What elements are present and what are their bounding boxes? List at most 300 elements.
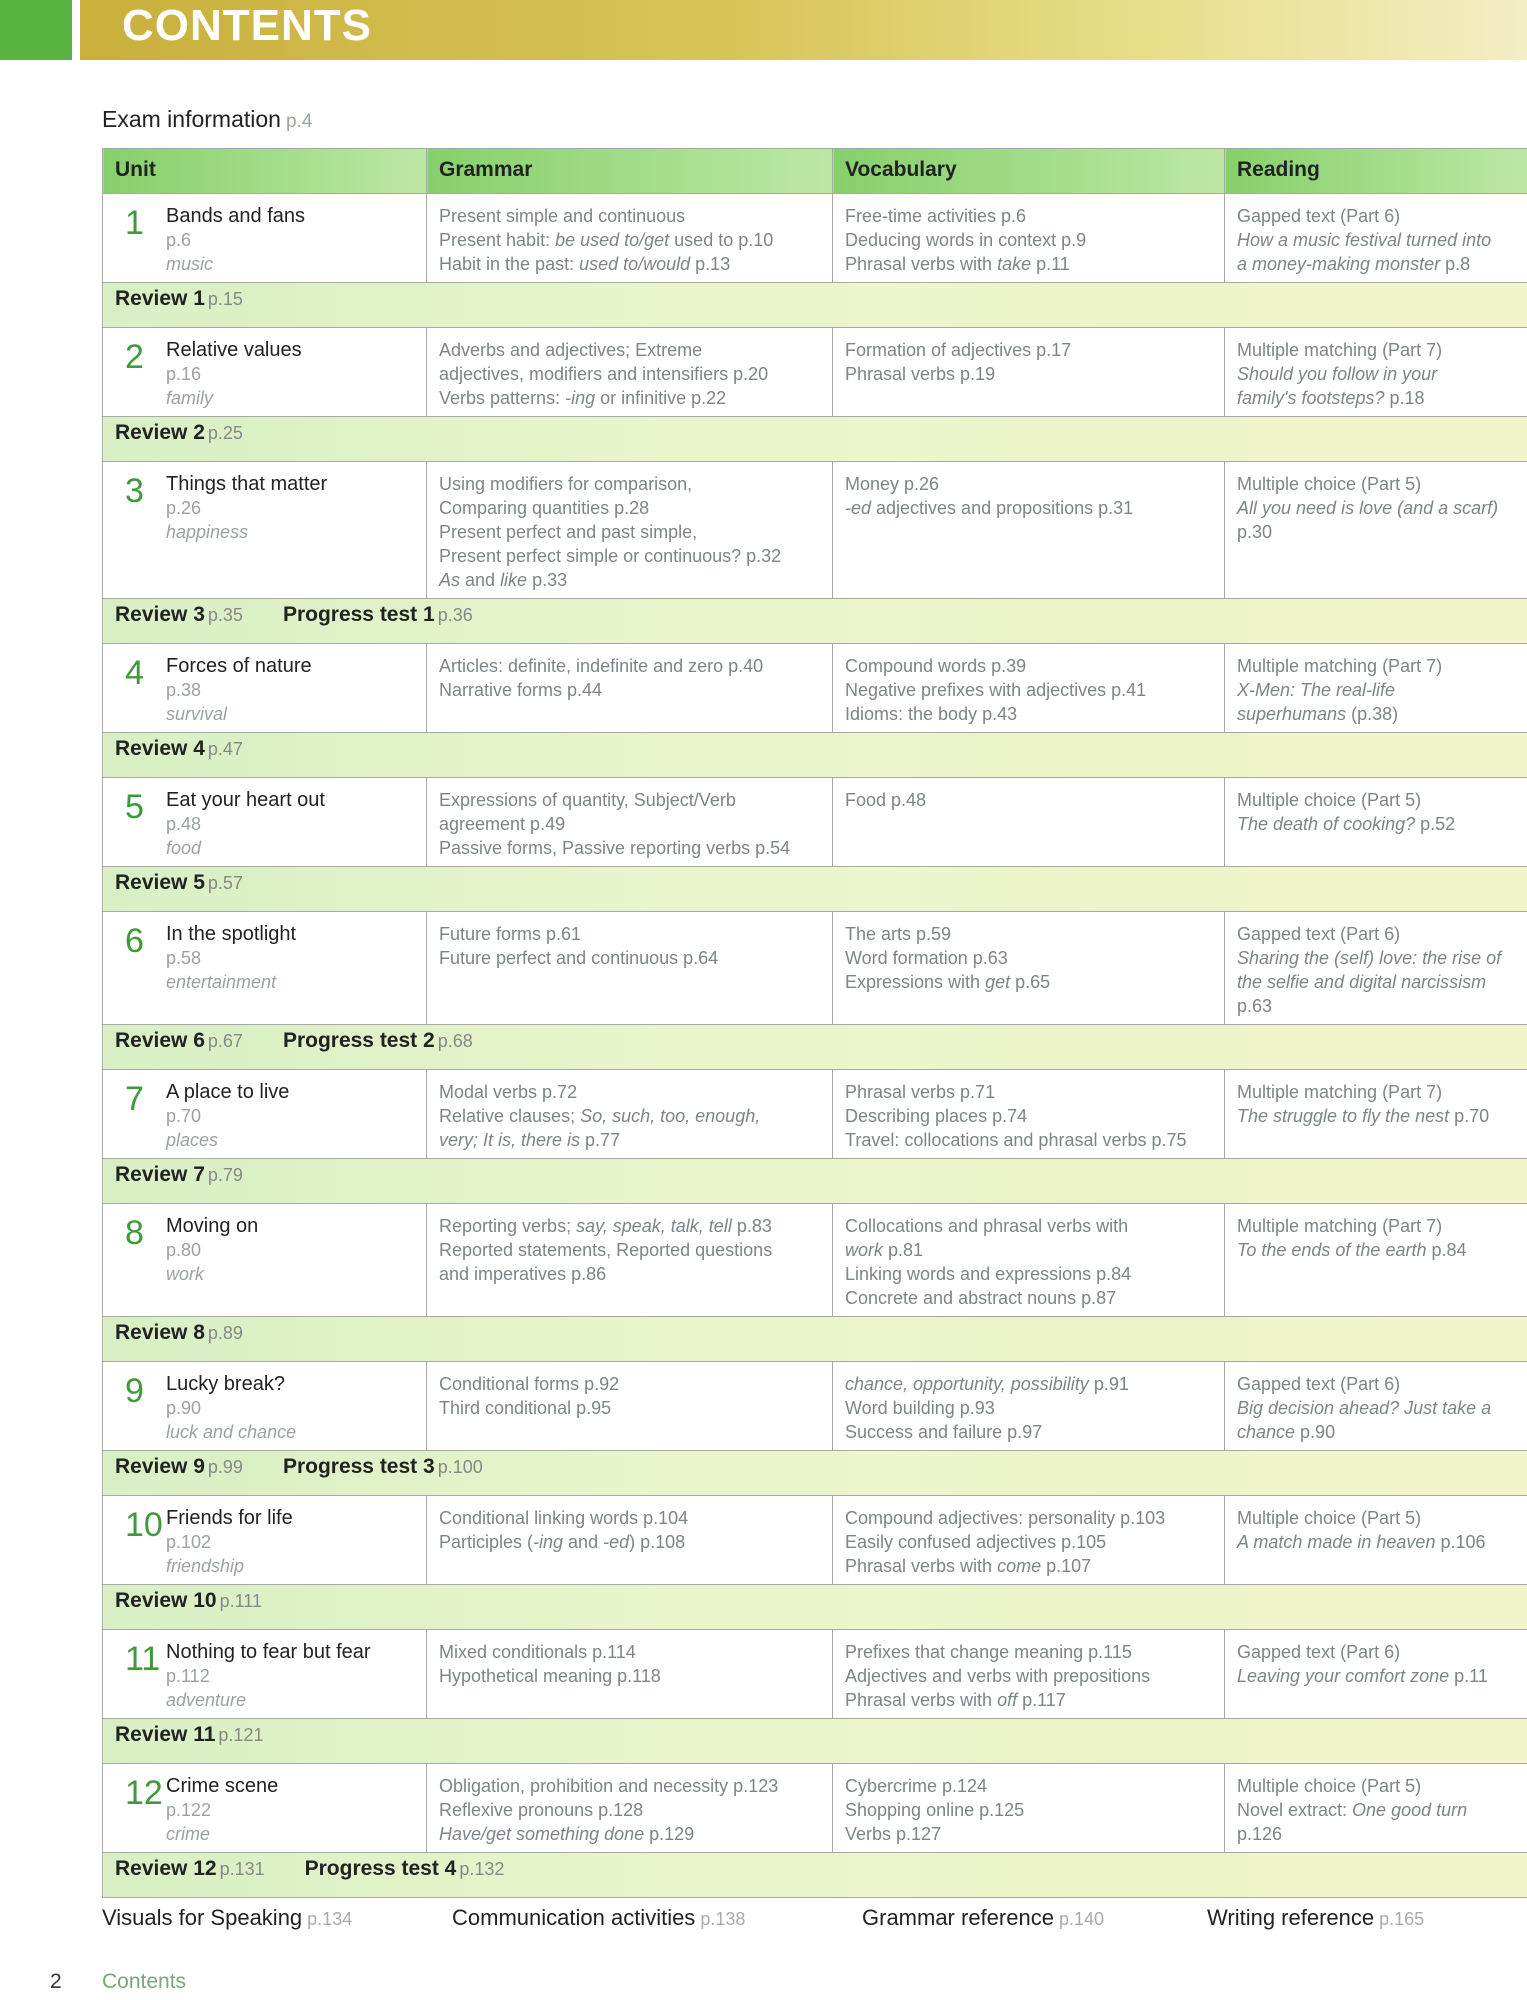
reading-line[interactable] — [1237, 362, 1521, 386]
line-text: p.91 — [1088, 1374, 1129, 1394]
line-text: Formation of adjectives p.17 — [845, 340, 1072, 360]
vocabulary-cell — [833, 1764, 1225, 1853]
line-text: Cybercrime p.124 — [845, 1776, 988, 1796]
line-text-italic: like — [500, 570, 528, 590]
line-text: Present simple and continuous — [439, 206, 686, 226]
vocabulary-line[interactable] — [845, 1372, 1218, 1396]
grammar-line[interactable] — [439, 1506, 826, 1530]
reading-line[interactable] — [1237, 922, 1521, 946]
unit-cell — [103, 912, 427, 1025]
line-text: (p.38) — [1346, 704, 1399, 724]
line-text-italic: The death of cooking? — [1237, 814, 1416, 834]
review-link[interactable] — [115, 871, 243, 894]
review-page: p.47 — [207, 739, 243, 759]
line-text-italic: come — [997, 1556, 1042, 1576]
grammar-line[interactable] — [439, 1080, 826, 1104]
line-text: Verbs patterns: — [439, 388, 566, 408]
review-label: Review 8 — [115, 1321, 205, 1344]
grammar-line[interactable] — [439, 1396, 826, 1420]
unit-cell-inner — [111, 1640, 422, 1712]
unit-cell-inner — [111, 1372, 422, 1444]
grammar-line[interactable] — [439, 1664, 826, 1688]
vocabulary-line[interactable] — [845, 252, 1218, 276]
grammar-line[interactable] — [439, 472, 826, 496]
grammar-line[interactable] — [439, 946, 826, 970]
vocabulary-cell — [833, 328, 1225, 417]
unit-page: p.48 — [166, 814, 202, 834]
unit-number: 9 — [125, 1372, 144, 1410]
line-text: Food p.48 — [845, 790, 927, 810]
line-text-italic: family's footsteps? — [1237, 388, 1385, 408]
unit-cell — [103, 1630, 427, 1719]
line-text: p.33 — [527, 570, 568, 590]
grammar-line[interactable] — [439, 1822, 826, 1846]
vocabulary-cell — [833, 778, 1225, 867]
line-text: p.30 — [1237, 522, 1273, 542]
vocabulary-line[interactable] — [845, 1420, 1218, 1444]
line-text: Free-time activities p.6 — [845, 206, 1027, 226]
grammar-line[interactable] — [439, 788, 826, 812]
reading-line[interactable] — [1237, 1104, 1521, 1128]
progress-test-label: Progress test 2 — [282, 1029, 435, 1052]
reading-line[interactable] — [1237, 1372, 1521, 1396]
vocabulary-line[interactable] — [845, 496, 1218, 520]
review-link[interactable] — [115, 603, 243, 626]
vocabulary-line[interactable] — [845, 1506, 1218, 1530]
line-text-italic: Leaving your comfort zone — [1237, 1666, 1450, 1686]
grammar-line[interactable] — [439, 1214, 826, 1238]
reading-line[interactable] — [1237, 970, 1521, 994]
grammar-line[interactable] — [439, 678, 826, 702]
grammar-line[interactable] — [439, 1238, 826, 1262]
visuals-for-speaking-link[interactable] — [102, 1905, 352, 1931]
unit-cell — [103, 1362, 427, 1451]
vocabulary-line[interactable] — [845, 702, 1218, 726]
unit-cell-inner — [111, 204, 422, 276]
reading-line[interactable] — [1237, 788, 1521, 812]
progress-test-link[interactable] — [283, 1029, 473, 1052]
unit-title-link[interactable]: Friends for life — [166, 1507, 293, 1529]
line-text: adjectives and propositions p.31 — [871, 498, 1134, 518]
reading-line[interactable] — [1237, 1420, 1521, 1444]
vocabulary-line[interactable] — [845, 1688, 1218, 1712]
unit-title-link[interactable]: Lucky break? — [166, 1373, 285, 1395]
line-text: Easily confused adjectives p.105 — [845, 1532, 1107, 1552]
unit-row — [103, 1070, 1527, 1159]
line-text: p.70 — [1449, 1106, 1490, 1126]
review-link[interactable] — [115, 287, 243, 310]
vocabulary-line[interactable] — [845, 1798, 1218, 1822]
unit-row — [103, 1764, 1527, 1853]
writing-reference-link[interactable] — [1207, 1905, 1424, 1931]
unit-title-link[interactable]: Forces of nature — [166, 655, 312, 677]
reading-line[interactable] — [1237, 1238, 1521, 1262]
line-text-italic: chance — [1237, 1422, 1296, 1442]
unit-info — [166, 654, 422, 726]
grammar-line[interactable] — [439, 1372, 826, 1396]
line-text: Money p.26 — [845, 474, 940, 494]
table-header-row — [103, 149, 1527, 194]
vocabulary-line[interactable] — [845, 1286, 1218, 1310]
page-number: 2 — [50, 1970, 62, 1993]
grammar-cell — [427, 462, 833, 599]
line-text: p.52 — [1415, 814, 1456, 834]
line-text: p.13 — [690, 254, 731, 274]
line-text: Multiple matching (Part 7) — [1237, 1082, 1443, 1102]
review-label: Review 9 — [115, 1455, 205, 1478]
line-text: Participles ( — [439, 1532, 534, 1552]
link-page: p.165 — [1379, 1909, 1425, 1929]
grammar-reference-link[interactable] — [862, 1905, 1104, 1931]
grammar-line[interactable] — [439, 496, 826, 520]
review-label: Review 6 — [115, 1029, 205, 1052]
review-link[interactable] — [115, 1321, 243, 1344]
reading-line[interactable] — [1237, 1822, 1521, 1846]
review-page: p.111 — [219, 1591, 262, 1611]
unit-info — [166, 922, 422, 994]
unit-title-link[interactable]: Eat your heart out — [166, 789, 325, 811]
unit-title-link[interactable]: Crime scene — [166, 1775, 279, 1797]
review-row — [103, 1451, 1527, 1496]
review-page: p.131 — [219, 1859, 265, 1879]
line-text: Third conditional p.95 — [439, 1398, 612, 1418]
line-text: Present perfect and past simple, — [439, 522, 698, 542]
reading-line[interactable] — [1237, 678, 1521, 702]
vocabulary-line[interactable] — [845, 1104, 1218, 1128]
review-link[interactable] — [115, 421, 243, 444]
line-text: Travel: collocations and phrasal verbs p.75 — [845, 1130, 1187, 1150]
vocabulary-line[interactable] — [845, 1554, 1218, 1578]
grammar-line[interactable] — [439, 1774, 826, 1798]
line-text: Multiple choice (Part 5) — [1237, 1508, 1422, 1528]
unit-cell — [103, 462, 427, 599]
vocabulary-line[interactable] — [845, 1640, 1218, 1664]
unit-topic: places — [166, 1130, 219, 1150]
unit-title-link[interactable]: Things that matter — [166, 473, 328, 495]
unit-cell — [103, 194, 427, 283]
line-text-italic: One good turn — [1352, 1800, 1468, 1820]
unit-cell-inner — [111, 338, 422, 410]
review-link[interactable] — [115, 1455, 243, 1478]
grammar-cell — [427, 644, 833, 733]
line-text: p.126 — [1237, 1824, 1283, 1844]
unit-cell — [103, 328, 427, 417]
reading-cell — [1225, 1070, 1527, 1159]
line-text-italic: -ed — [845, 498, 872, 518]
unit-page: p.80 — [166, 1240, 202, 1260]
reading-line[interactable] — [1237, 1214, 1521, 1238]
vocabulary-line[interactable] — [845, 1664, 1218, 1688]
line-text: Present perfect simple or continuous? p.32 — [439, 546, 782, 566]
review-cell — [103, 733, 1527, 778]
line-text-italic: X-Men: The real-life — [1237, 680, 1396, 700]
reading-line[interactable] — [1237, 1080, 1521, 1104]
grammar-line[interactable] — [439, 922, 826, 946]
reading-line[interactable] — [1237, 1640, 1521, 1664]
grammar-line[interactable] — [439, 520, 826, 544]
review-label: Review 3 — [115, 603, 205, 626]
header-reading: Reading — [1225, 149, 1527, 194]
review-row — [103, 1025, 1527, 1070]
grammar-line[interactable] — [439, 544, 826, 568]
line-text: p.83 — [731, 1216, 772, 1236]
line-text-italic: A match made in heaven — [1237, 1532, 1436, 1552]
line-text: Expressions of quantity, Subject/Verb — [439, 790, 736, 810]
unit-page: p.70 — [166, 1106, 202, 1126]
vocabulary-cell — [833, 194, 1225, 283]
reading-line[interactable] — [1237, 1506, 1521, 1530]
reading-line[interactable] — [1237, 1798, 1521, 1822]
reading-line[interactable] — [1237, 654, 1521, 678]
vocabulary-cell — [833, 644, 1225, 733]
vocabulary-line[interactable] — [845, 1080, 1218, 1104]
vocabulary-line[interactable] — [845, 946, 1218, 970]
vocabulary-line[interactable] — [845, 338, 1218, 362]
review-cell — [103, 417, 1527, 462]
unit-topic: happiness — [166, 522, 249, 542]
reading-line[interactable] — [1237, 338, 1521, 362]
grammar-line[interactable] — [439, 568, 826, 592]
reading-line[interactable] — [1237, 1530, 1521, 1554]
unit-row — [103, 1362, 1527, 1451]
vocabulary-line[interactable] — [845, 1396, 1218, 1420]
unit-number: 2 — [125, 338, 144, 376]
vocabulary-cell — [833, 1070, 1225, 1159]
line-text: and imperatives p.86 — [439, 1264, 607, 1284]
communication-activities-link[interactable] — [452, 1905, 745, 1931]
unit-topic: work — [166, 1264, 205, 1284]
vocabulary-line[interactable] — [845, 788, 1218, 812]
reading-line[interactable] — [1237, 496, 1521, 520]
unit-cell-inner — [111, 788, 422, 860]
line-text: Reporting verbs; — [439, 1216, 577, 1236]
line-text: Multiple matching (Part 7) — [1237, 656, 1443, 676]
grammar-line[interactable] — [439, 1798, 826, 1822]
line-text: Negative prefixes with adjectives p.41 — [845, 680, 1147, 700]
grammar-cell — [427, 1764, 833, 1853]
line-text: Adverbs and adjectives; Extreme — [439, 340, 703, 360]
reading-cell — [1225, 644, 1527, 733]
line-text: Describing places p.74 — [845, 1106, 1028, 1126]
link-page: p.140 — [1058, 1909, 1104, 1929]
review-row — [103, 417, 1527, 462]
unit-row — [103, 778, 1527, 867]
line-text: Concrete and abstract nouns p.87 — [845, 1288, 1117, 1308]
review-link[interactable] — [115, 1163, 243, 1186]
unit-row — [103, 1496, 1527, 1585]
reading-cell — [1225, 778, 1527, 867]
link-page: p.138 — [700, 1909, 746, 1929]
line-text: Deducing words in context p.9 — [845, 230, 1087, 250]
grammar-cell — [427, 1204, 833, 1317]
line-text: Mixed conditionals p.114 — [439, 1642, 636, 1662]
vocabulary-line[interactable] — [845, 1128, 1218, 1152]
vocabulary-line[interactable] — [845, 204, 1218, 228]
vocabulary-line[interactable] — [845, 1822, 1218, 1846]
link-label: Writing reference — [1207, 1905, 1375, 1930]
unit-title-link[interactable]: Moving on — [166, 1215, 259, 1237]
line-text: p.65 — [1010, 972, 1051, 992]
vocabulary-line[interactable] — [845, 228, 1218, 252]
vocabulary-line[interactable] — [845, 922, 1218, 946]
review-link[interactable] — [115, 1589, 262, 1612]
grammar-line[interactable] — [439, 386, 826, 410]
vocabulary-line[interactable] — [845, 1262, 1218, 1286]
vocabulary-line[interactable] — [845, 654, 1218, 678]
grammar-cell — [427, 1362, 833, 1451]
unit-cell — [103, 1070, 427, 1159]
line-text: Multiple choice (Part 5) — [1237, 474, 1422, 494]
unit-number: 1 — [125, 204, 144, 242]
unit-topic: luck and chance — [166, 1422, 297, 1442]
grammar-line[interactable] — [439, 204, 826, 228]
progress-test-link[interactable] — [283, 603, 473, 626]
reading-line[interactable] — [1237, 812, 1521, 836]
line-text-italic: off — [997, 1690, 1018, 1710]
reading-line[interactable] — [1237, 994, 1521, 1018]
reading-cell — [1225, 462, 1527, 599]
reading-cell — [1225, 912, 1527, 1025]
line-text: adjectives, modifiers and intensifiers p.20 — [439, 364, 769, 384]
grammar-line[interactable] — [439, 252, 826, 276]
vocabulary-line[interactable] — [845, 472, 1218, 496]
line-text-italic: the selfie and digital narcissism — [1237, 972, 1487, 992]
line-text: Novel extract: — [1237, 1800, 1353, 1820]
review-row — [103, 1159, 1527, 1204]
contents-table-body — [103, 194, 1527, 1898]
grammar-line[interactable] — [439, 1530, 826, 1554]
unit-topic: entertainment — [166, 972, 277, 992]
line-text: Prefixes that change meaning p.115 — [845, 1642, 1132, 1662]
reading-line[interactable] — [1237, 252, 1521, 276]
contents-table — [102, 148, 1527, 1898]
unit-number: 8 — [125, 1214, 144, 1252]
exam-information-link[interactable] — [102, 106, 312, 133]
reading-line[interactable] — [1237, 1774, 1521, 1798]
exam-information-page: p.4 — [285, 111, 313, 132]
line-text: Gapped text (Part 6) — [1237, 1374, 1401, 1394]
grammar-line[interactable] — [439, 654, 826, 678]
line-text: Future forms p.61 — [439, 924, 582, 944]
review-link[interactable] — [115, 737, 243, 760]
header-unit: Unit — [103, 149, 427, 194]
grammar-line[interactable] — [439, 836, 826, 860]
line-text: Gapped text (Part 6) — [1237, 206, 1401, 226]
grammar-line[interactable] — [439, 1640, 826, 1664]
line-text-italic: very; It is, there is — [439, 1130, 581, 1150]
unit-cell-inner — [111, 1774, 422, 1846]
line-text-italic: Have/get something done — [439, 1824, 645, 1844]
unit-title-link[interactable]: A place to live — [166, 1081, 290, 1103]
unit-info — [166, 472, 422, 544]
line-text: Verbs p.127 — [845, 1824, 942, 1844]
grammar-line[interactable] — [439, 812, 826, 836]
unit-cell-inner — [111, 654, 422, 726]
unit-number: 12 — [125, 1774, 163, 1812]
grammar-line[interactable] — [439, 1262, 826, 1286]
line-text: Phrasal verbs with — [845, 254, 998, 274]
reading-line[interactable] — [1237, 520, 1521, 544]
line-text: Articles: definite, indefinite and zero p.40 — [439, 656, 764, 676]
line-text: p.117 — [1017, 1690, 1066, 1710]
line-text: p.8 — [1440, 254, 1471, 274]
grammar-line[interactable] — [439, 1128, 826, 1152]
grammar-line[interactable] — [439, 362, 826, 386]
line-text: Phrasal verbs p.71 — [845, 1082, 996, 1102]
grammar-line[interactable] — [439, 228, 826, 252]
grammar-line[interactable] — [439, 338, 826, 362]
reading-line[interactable] — [1237, 472, 1521, 496]
review-label: Review 1 — [115, 287, 205, 310]
review-cell — [103, 599, 1527, 644]
line-text: Compound words p.39 — [845, 656, 1027, 676]
progress-test-link[interactable] — [283, 1455, 483, 1478]
unit-title-link[interactable]: In the spotlight — [166, 923, 297, 945]
reading-line[interactable] — [1237, 1664, 1521, 1688]
reading-line[interactable] — [1237, 1396, 1521, 1420]
vocabulary-line[interactable] — [845, 1214, 1218, 1238]
review-cell — [103, 1853, 1527, 1898]
line-text: p.106 — [1435, 1532, 1486, 1552]
unit-title-link[interactable]: Nothing to fear but fear — [166, 1641, 371, 1663]
link-label: Grammar reference — [862, 1905, 1054, 1930]
grammar-line[interactable] — [439, 1104, 826, 1128]
unit-info — [166, 1774, 422, 1846]
vocabulary-line[interactable] — [845, 362, 1218, 386]
unit-cell-inner — [111, 1214, 422, 1286]
review-page: p.35 — [207, 605, 243, 625]
unit-topic: adventure — [166, 1690, 247, 1710]
reading-cell — [1225, 1764, 1527, 1853]
reading-line[interactable] — [1237, 946, 1521, 970]
line-text-italic: To the ends of the earth — [1237, 1240, 1427, 1260]
line-text-italic: take — [997, 254, 1032, 274]
line-text: Modal verbs p.72 — [439, 1082, 578, 1102]
unit-title-link[interactable]: Bands and fans — [166, 205, 305, 227]
vocabulary-line[interactable] — [845, 970, 1218, 994]
reading-line[interactable] — [1237, 386, 1521, 410]
vocabulary-line[interactable] — [845, 678, 1218, 702]
vocabulary-line[interactable] — [845, 1530, 1218, 1554]
review-link[interactable] — [115, 1029, 243, 1052]
unit-title-link[interactable]: Relative values — [166, 339, 302, 361]
unit-topic: friendship — [166, 1556, 245, 1576]
line-text: The arts p.59 — [845, 924, 952, 944]
progress-test-link[interactable] — [305, 1857, 505, 1880]
reading-cell — [1225, 1204, 1527, 1317]
line-text: Comparing quantities p.28 — [439, 498, 650, 518]
review-label: Review 11 — [115, 1723, 216, 1746]
line-text: Word formation p.63 — [845, 948, 1008, 968]
line-text: Multiple matching (Part 7) — [1237, 1216, 1443, 1236]
link-page: p.134 — [307, 1909, 353, 1929]
reading-line[interactable] — [1237, 702, 1521, 726]
review-link[interactable] — [115, 1857, 265, 1880]
review-row — [103, 283, 1527, 328]
reading-line[interactable] — [1237, 228, 1521, 252]
line-text: Relative clauses; — [439, 1106, 581, 1126]
reading-line[interactable] — [1237, 204, 1521, 228]
progress-test-page: p.36 — [437, 605, 473, 625]
review-link[interactable] — [115, 1723, 263, 1746]
line-text: p.11 — [1031, 254, 1070, 274]
review-cell — [103, 1025, 1527, 1070]
review-label: Review 4 — [115, 737, 205, 760]
line-text: p.129 — [644, 1824, 695, 1844]
unit-cell-inner — [111, 1080, 422, 1152]
vocabulary-line[interactable] — [845, 1774, 1218, 1798]
vocabulary-line[interactable] — [845, 1238, 1218, 1262]
